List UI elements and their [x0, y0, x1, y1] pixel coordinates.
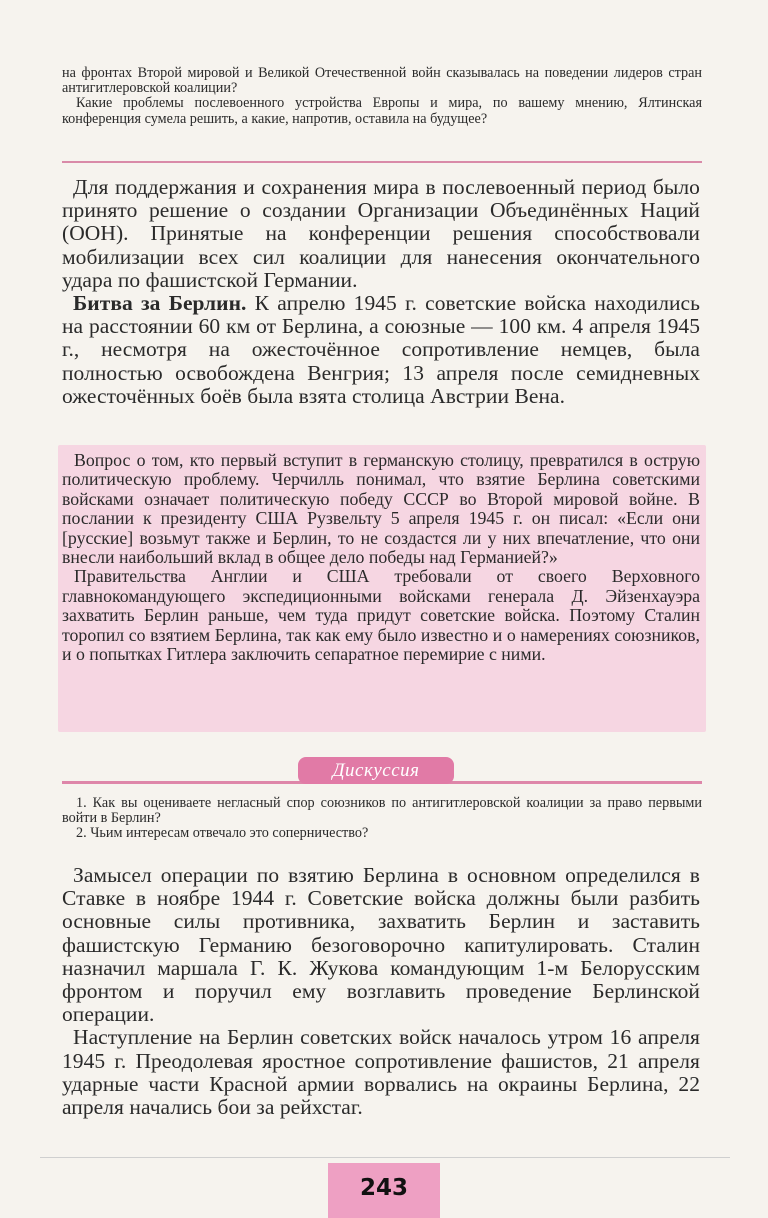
discussion-badge: Дискуссия — [298, 757, 454, 784]
paragraph-un: Для поддержания и сохранения мира в послевоенный период было принято решение о создании Организации Объединённых Наций (ООН). Принятые на конференции решения способствовали мобилизации всех сил коалиции для нанесения окончательного удара по фашистской Германии. — [62, 175, 700, 292]
paragraph-churchill: Вопрос о том, кто первый вступит в германскую столицу, превратился в острую политическую проблему. Черчилль понимал, что взятие Берлина советскими войсками означает политическую победу СССР во Второй мировой войне. В послании к президенту США Рузвельту 5 апреля 1945 г. он писал: «Если они [русские] возьмут также и Берлин, то не создастся ли у них впечатление, что они внесли наибольший вклад в общее дело победы над Германией?» — [62, 450, 700, 568]
highlight-text — [62, 451, 700, 664]
question-yalta: Какие проблемы послевоенного устройства Европы и мира, по вашему мнению, Ялтинская конференция сумела решить, а какие, напротив, оставила на будущее? — [62, 95, 702, 127]
page-number: 243 — [328, 1163, 440, 1218]
paragraph-berlin-text: К апрелю 1945 г. советские войска находились на расстоянии 60 км от Берлина, а союзные — 100 км. 4 апреля 1945 г., несмотря на ожесточённое сопротивление немцев, была полностью освобождена Венгрия; 13 апреля после семидневных ожесточённых боёв была взята столица Австрии Вена. — [62, 291, 700, 408]
review-questions — [62, 66, 702, 127]
main-text-block — [62, 176, 700, 408]
question-continuation: на фронтах Второй мировой и Великой Отечественной войн сказывалась на поведении лидеров стран антигитлеровской коалиции? — [62, 65, 702, 97]
section-heading: Битва за Берлин. — [73, 291, 247, 316]
main-text-block-2 — [62, 864, 700, 1119]
discussion-question-2: 2. Чьим интересам отвечало это соперничество? — [76, 825, 369, 842]
paragraph-eisenhower: Правительства Англии и США требовали от своего Верховного главнокомандующего экспедиционными войсками генерала Д. Эйзенхауэра захватить Берлин раньше, чем туда придут советские войска. Поэтому Сталин торопил со взятием Берлина, так как ему было известно и о намерениях союзников, и о попытках Гитлера заключить сепаратное перемирие с ними. — [62, 566, 700, 665]
discussion-questions — [62, 796, 702, 842]
paragraph-offensive: Наступление на Берлин советских войск началось утром 16 апреля 1945 г. Преодолевая яростное сопротивление фашистов, 21 апреля ударные части Красной армии ворвались на окраины Берлина, 22 апреля начались бои за рейхстаг. — [62, 1025, 700, 1120]
paragraph-berlin-battle — [62, 292, 700, 408]
footer-divider — [40, 1157, 730, 1158]
paragraph-operation-plan: Замысел операции по взятию Берлина в основном определился в Ставке в ноябре 1944 г. Советские войска должны были разбить основные силы противника, захватить Берлин и заставить фашистскую Германию безоговорочно капитулировать. Сталин назначил маршала Г. К. Жукова командующим 1-м Белорусским фронтом и поручил ему возглавить проведение Берлинской операции. — [62, 863, 700, 1027]
discussion-question-1: 1. Как вы оцениваете негласный спор союзников по антигитлеровской коалиции за право первыми войти в Берлин? — [62, 795, 702, 827]
section-divider — [62, 161, 702, 163]
